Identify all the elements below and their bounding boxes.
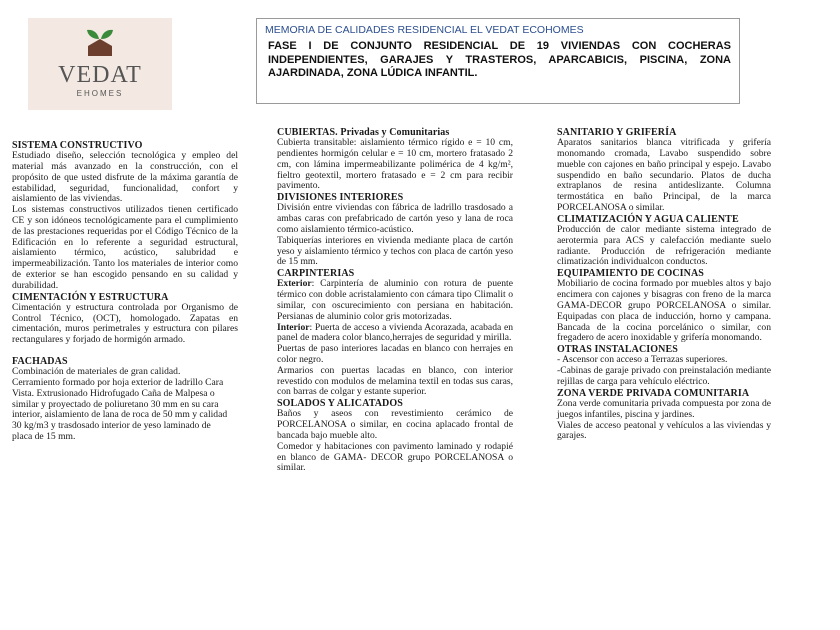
section-title-fachadas: FACHADAS [12, 355, 68, 367]
sistema-paragraph-1: Estudiado diseño, selección tecnológica y empleo del material más avanzado en la construcción, con el propósito de que usted disfrute de la máxima garantía de estabilidad, seguridad, funcionalidad, confort y aislamiento de las viviendas. [12, 150, 238, 205]
equipamiento-paragraph: Mobiliario de cocina formado por muebles altos y bajo encimera con cajones y bisagras con freno de la marca GAMA-DECOR grupo PORCELANOSA o similar. Equipadas con placa de inducción, horno y campana. Bancada de la cocina porcelánico o similar, con fregadero de acero inoxidable y grifería monomando. [557, 278, 771, 344]
logo-subtitle: EHOMES [76, 89, 124, 98]
section-title-carpinterias: CARPINTERIAS [277, 268, 355, 280]
header-fase-description: FASE I DE CONJUNTO RESIDENCIAL DE 19 VIVIENDAS CON COCHERAS INDEPENDIENTES, GARAJES Y TRASTEROS, APARCABICIS, PISCINA, ZONA AJARDINADA, ZONA LÚDICA INFANTIL. [268, 40, 731, 79]
climatizacion-paragraph: Producción de calor mediante sistema integrado de aerotermia para ACS y calefacción mediante suelo radiante. Producción de refrigeración mediante climatización individualcon conductos. [557, 223, 771, 268]
section-title-cimentacion: CIMENTACIÓN Y ESTRUCTURA [12, 291, 169, 303]
logo-brand: VEDAT [58, 62, 142, 88]
section-title-otras: OTRAS INSTALACIONES [557, 344, 678, 356]
divisiones-paragraph-1: División entre viviendas con fábrica de ladrillo trasdosado a ambas caras con prefabricado de cartón yeso y lana de roca como aislamiento térmico-acústico. [277, 202, 513, 235]
interior-text: : Puerta de acceso a vivienda Acorazada, acabada en panel de madera color blanco,herrajes de seguridad y mirilla. [277, 321, 513, 344]
section-title-climatizacion: CLIMATIZACIÓN Y AGUA CALIENTE [557, 213, 739, 225]
fachadas-paragraph-2: Cerramiento formado por hoja exterior de ladrillo Cara Vista. Extrusionado Hidrofugado Caña de Malpesa o similar y proyectado de poliuretano 30 mm en su cara interior, aislamiento de lana de roca de 50 mm y calidad 30 kg/m3 y trasdosado interior de yeso laminado de [12, 376, 228, 432]
column-right [557, 127, 771, 442]
column-left [12, 140, 238, 443]
zona-paragraph-1: Zona verde comunitaria privada compuesta por zona de juegos infantiles, piscina y jardines. [557, 397, 771, 420]
cimentacion-paragraph: Cimentación y estructura controlada por Organismo de Control Técnico, (OCT), homologado. Zapatas en cimentación, muros perimetrales y estructura con pilares rectangulares y forjado de hormigón armado. [12, 301, 238, 346]
otras-paragraph-2: -Cabinas de garaje privado con preinstalación mediante rejillas de carga para vehículo eléctrico. [557, 365, 771, 387]
leaf-house-icon [84, 26, 116, 58]
sanitario-paragraph: Aparatos sanitarios blanca vitrificada y grifería monomando cromada, Lavabo suspendido sobre mueble con cajones en baño principal y espejo. Lavabo suspendido en baño secundario. Platos de ducha extraplanos de resina antideslizante. Columna termostática en baño Principal, de la marca PORCELANOSA o similar. [557, 137, 771, 213]
solados-paragraph-2: Comedor y habitaciones con pavimento laminado y rodapié en blanco de GAMA- DECOR grupo PORCELANOSA o similar. [277, 440, 513, 474]
solados-paragraph-1: Baños y aseos con revestimiento cerámico de PORCELANOSA o similar, en cocina aplacado frontal de bancada bajo mueble alto. [277, 408, 513, 441]
section-title-cubiertas: CUBIERTAS. Privadas y Comunitarias [277, 127, 450, 138]
section-title-sistema: SISTEMA CONSTRUCTIVO [12, 140, 143, 151]
sistema-paragraph-2: Los sistemas constructivos utilizados tienen certificado CE y son idóneos tecnológicamente para el cumplimiento de las prestaciones requeridas por el Código Técnico de la Edificación en lo referente a seguridad estructural, aislamiento térmico, acústico, salubridad e impermeabilización. Tanto los materiales de interior como de exterior se han escogido pensando en su calidad y durabilidad. [12, 204, 238, 291]
vedat-ehomes-logo [28, 18, 172, 110]
section-title-solados: SOLADOS Y ALICATADOS [277, 398, 403, 410]
section-title-zona-verde: ZONA VERDE PRIVADA COMUNITARIA [557, 387, 750, 399]
section-title-sanitario: SANITARIO Y GRIFERÍA [557, 127, 677, 138]
column-middle [277, 127, 513, 474]
section-title-equipamiento: EQUIPAMIENTO DE COCINAS [557, 268, 704, 280]
otras-paragraph-1: - Ascensor con acceso a Terrazas superiores. [557, 354, 728, 366]
document-header [256, 18, 740, 104]
cubiertas-paragraph: Cubierta transitable: aislamiento térmico rígido e = 10 cm, pendientes hormigón celular e = 10 cm, mortero fratasado 2 cm, con lámina impermeabilizante polimérica de 4 kg/m², fieltro geotextil, mortero fratasado e = 2 cm para recibir pavimento. [277, 137, 513, 192]
interior-lead: Interior [277, 321, 310, 333]
exterior-lead: Exterior [277, 278, 312, 290]
exterior-text: : Carpintería de aluminio con rotura de puente térmico con doble acristalamiento con cámara tipo Climalit o similar, con oscurecimiento con persiana en habitación. Persianas de aluminio color gris motorizadas. [277, 278, 513, 322]
zona-paragraph-2: Viales de acceso peatonal y vehículos a las viviendas y garajes. [557, 419, 771, 442]
fachadas-paragraph-1: Combinación de materiales de gran calidad. [12, 366, 181, 378]
interior-paragraph [277, 323, 513, 345]
divisiones-paragraph-2: Tabiquerías interiores en vivienda mediante placa de cartón yeso y aislamiento térmico y techos con placa de cartón yeso de 15 mm. [277, 234, 513, 268]
section-title-divisiones: DIVISIONES INTERIORES [277, 192, 404, 204]
puertas-paragraph: Puertas de paso interiores lacadas en blanco con herrajes en color negro. [277, 343, 513, 365]
header-memoria-title: MEMORIA DE CALIDADES RESIDENCIAL EL VEDAT ECOHOMES [265, 24, 584, 36]
exterior-paragraph [277, 279, 513, 322]
fachadas-paragraph-3: placa de 15 mm. [12, 430, 76, 442]
armarios-paragraph: Armarios con puertas lacadas en blanco, con interior revestido con modulos de melamina textil en todas sus caras, con barras de colgar y estante superior. [277, 364, 513, 398]
